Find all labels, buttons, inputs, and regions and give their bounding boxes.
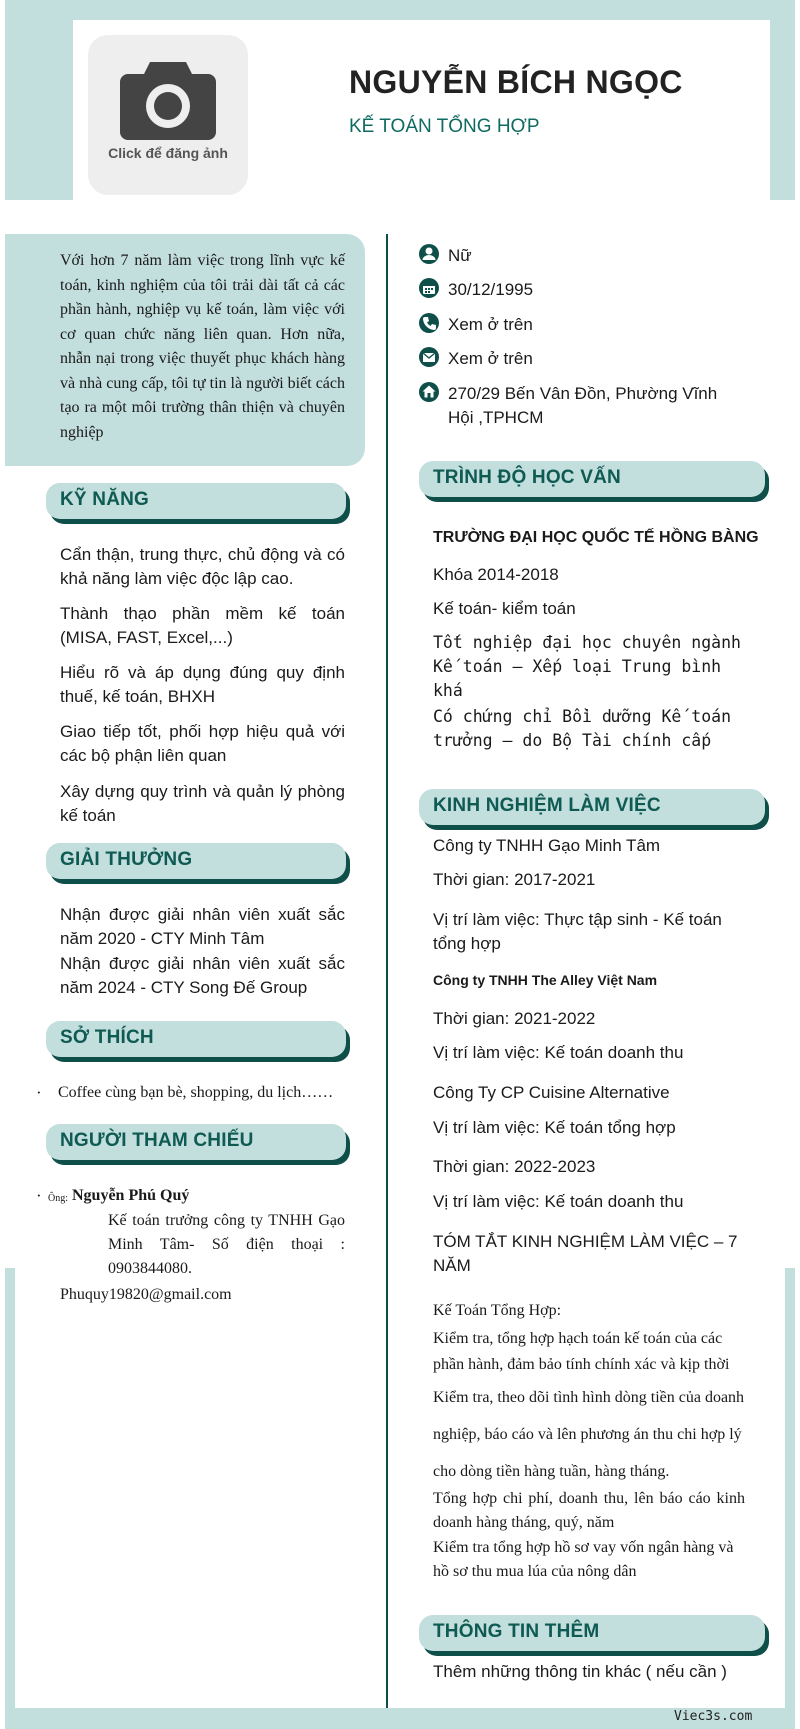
education-period: Khóa 2014-2018 (433, 565, 559, 584)
skills-heading (46, 483, 346, 519)
education-major: Kế toán- kiểm toán (433, 599, 576, 618)
experience-heading (419, 789, 765, 825)
experience-heading-label: KINH NGHIỆM LÀM VIỆC (433, 795, 661, 816)
experience-summary-heading: TÓM TẮT KINH NGHIỆM LÀM VIỆC – 7 NĂM (433, 1232, 738, 1275)
skill-item: Giao tiếp tốt, phối hợp hiệu quả với các bộ phận liên quan (60, 722, 345, 765)
reference-detail: Kế toán trưởng công ty TNHH Gạo Minh Tâm- Số điện thoại : 0903844080. (108, 1212, 345, 1277)
hobby-text: Coffee cùng bạn bè, shopping, du lịch…… (58, 1084, 334, 1101)
job2-company: Công ty TNHH The Alley Việt Nam (433, 972, 658, 988)
job3-time: Thời gian: 2022-2023 (433, 1157, 596, 1176)
column-divider (386, 234, 388, 1708)
skill-item: Cẩn thận, trung thực, chủ động và có khả năng làm việc độc lập cao. (60, 545, 345, 588)
reference-prefix: Ông: (48, 1193, 68, 1204)
job1-position: Vị trí làm việc: Thực tập sinh - Kế toán tổng hợp (433, 910, 722, 953)
job-title: KẾ TOÁN TỔNG HỢP (349, 116, 540, 137)
header-corner-fold (5, 160, 75, 200)
job3-position: Vị trí làm việc: Kế toán tổng hợp (433, 1118, 676, 1137)
phone-value: Xem ở trên (448, 315, 533, 334)
education-note-1: Tốt nghiệp đại học chuyên ngành Kế toán – Xếp loại Trung bình khá (433, 633, 741, 700)
references-heading (46, 1124, 346, 1160)
education-heading (419, 461, 765, 497)
extra-heading (419, 1615, 765, 1651)
education-heading-label: TRÌNH ĐỘ HỌC VẤN (433, 467, 621, 488)
duty-item: nghiệp, báo cáo và lên phương án thu chi hợp lý (433, 1426, 742, 1443)
skills-heading-label: KỸ NĂNG (60, 489, 150, 510)
summary-role: Kế Toán Tổng Hợp: (433, 1302, 562, 1319)
duty-item: Kiểm tra tổng hợp hồ sơ vay vốn ngân hàng và hồ sơ thu mua lúa của nông dân (433, 1539, 734, 1580)
email-icon (418, 346, 440, 368)
top-right-strip (770, 0, 795, 200)
award-item: Nhận được giải nhân viên xuất sắc năm 2024 - CTY Song Đế Group (60, 954, 345, 997)
duty-item: Kiểm tra, tổng hợp hạch toán kế toán của các phần hành, đảm bảo tính chính xác và kịp thời (433, 1330, 730, 1373)
job2-position: Vị trí làm việc: Kế toán doanh thu (433, 1043, 684, 1062)
watermark: Viec3s.com (674, 1709, 753, 1724)
calendar-icon (418, 277, 440, 299)
phone-icon (418, 312, 440, 334)
job1-company: Công ty TNHH Gạo Minh Tâm (433, 836, 661, 855)
awards-heading (46, 843, 346, 879)
gender-value: Nữ (448, 246, 472, 265)
school-name: TRƯỜNG ĐẠI HỌC QUỐC TẾ HỒNG BÀNG (433, 529, 759, 546)
photo-placeholder[interactable] (88, 35, 248, 195)
home-icon (418, 381, 440, 403)
extra-text: Thêm những thông tin khác ( nếu cần ) (433, 1662, 727, 1681)
extra-heading-label: THÔNG TIN THÊM (433, 1621, 600, 1642)
bottom-left-strip (5, 1268, 15, 1708)
address-value: 270/29 Bến Vân Đồn, Phường Vĩnh Hội ,TPHCM (448, 384, 718, 427)
job3-position-2: Vị trí làm việc: Kế toán doanh thu (433, 1192, 684, 1211)
education-note-2: Có chứng chỉ Bồi dưỡng Kế toán trưởng – do Bộ Tài chính cấp (433, 707, 732, 750)
references-heading-label: NGƯỜI THAM CHIẾU (60, 1130, 254, 1151)
summary-text: Với hơn 7 năm làm việc trong lĩnh vực kế toán, kinh nghiệm của tôi trải dài tất cả các phần hành, nghiệp vụ kế toán, làm việc với cơ quan chức năng liên quan. Hơn nữa, nhẫn nại trong việc thuyết phục khách hàng và nhà cung cấp, tôi tự tin là người biết cách tạo ra một môi trường thân thiện và chuyên nghiệp (60, 252, 345, 441)
dob-value: 30/12/1995 (448, 280, 534, 299)
duty-item: cho dòng tiền hàng tuần, hàng tháng. (433, 1463, 670, 1480)
bottom-right-strip (785, 1268, 795, 1708)
reference-name: Nguyễn Phú Quý (72, 1187, 190, 1204)
hobbies-heading (46, 1021, 346, 1057)
skill-item: Xây dựng quy trình và quản lý phòng kế toán (60, 782, 345, 825)
candidate-name: NGUYỄN BÍCH NGỌC (349, 64, 683, 100)
skill-item: Hiểu rõ và áp dụng đúng quy định thuế, kế toán, BHXH (60, 663, 345, 706)
job3-company: Công Ty CP Cuisine Alternative (433, 1083, 670, 1102)
skill-item: Thành thạo phần mềm kế toán (MISA, FAST, Excel,...) (60, 604, 345, 647)
job1-time: Thời gian: 2017-2021 (433, 870, 596, 889)
reference-email: Phuquy19820@gmail.com (60, 1286, 232, 1303)
email-value: Xem ở trên (448, 349, 533, 368)
awards-heading-label: GIẢI THƯỞNG (60, 849, 193, 870)
duty-item: Kiểm tra, theo dõi tình hình dòng tiền của doanh (433, 1389, 745, 1406)
reference-bullet: · (36, 1186, 42, 1205)
duty-item: Tổng hợp chi phí, doanh thu, lên báo cáo kinh doanh hàng tháng, quý, năm (433, 1490, 745, 1531)
hobby-bullet: · (36, 1083, 42, 1102)
photo-caption: Click để đăng ảnh (108, 145, 228, 161)
top-band (5, 0, 795, 20)
award-item: Nhận được giải nhân viên xuất sắc năm 2020 - CTY Minh Tâm (60, 905, 345, 948)
hobbies-heading-label: SỞ THÍCH (60, 1027, 154, 1048)
camera-icon (120, 58, 216, 140)
person-icon (418, 243, 440, 265)
job2-time: Thời gian: 2021-2022 (433, 1009, 596, 1028)
